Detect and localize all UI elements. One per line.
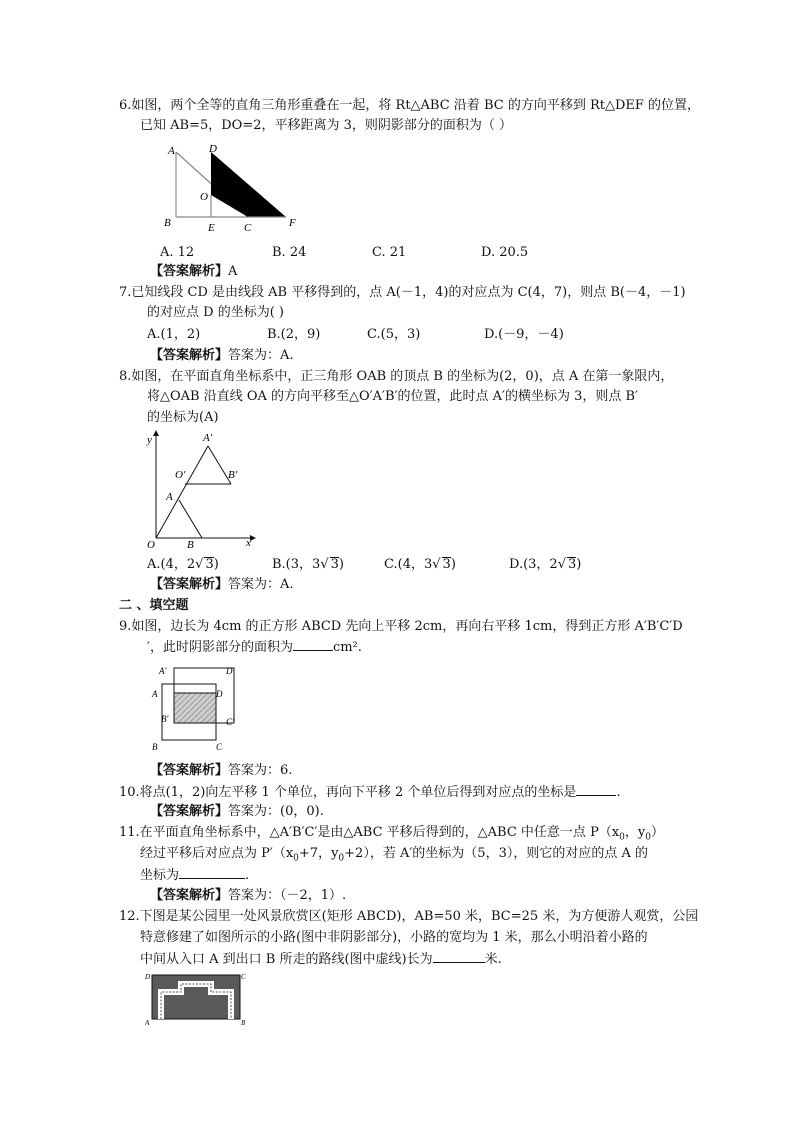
- q8-option-a-radicand: 3: [205, 557, 214, 572]
- q6-answer: [150, 263, 237, 281]
- q11-sub-4: 0: [338, 853, 345, 864]
- q6-triangle-figure: [158, 140, 308, 236]
- q8-line-3: 的坐标为(A): [147, 410, 219, 425]
- q11-sub-1: 0: [619, 832, 625, 843]
- q8-x-arrow: [250, 535, 256, 541]
- q6-option-c[interactable]: C. 21: [372, 245, 407, 260]
- q8-option-c-prefix: C.(4，3: [384, 557, 433, 572]
- q6-answer-text: A: [228, 264, 238, 279]
- q9-line-1: 9.如图，边长为 4cm 的正方形 ABCD 先向上平移 2cm，再向右平移 1cm，得到正方形 A′B′C′D: [119, 619, 683, 634]
- q6-line-1: 6.如图，两个全等的直角三角形重叠在一起，将 Rt△ABC 沿着 BC 的方向平移到 Rt△DEF 的位置，: [119, 98, 701, 113]
- q8-option-b[interactable]: B.(3，3√ 3): [272, 557, 344, 572]
- q8-option-d-suffix: ): [576, 557, 582, 572]
- q11-line-2c: +2），若 A′的坐标为（5，3），则它的对应的点 A 的: [344, 846, 648, 861]
- q8-label-x: x: [246, 537, 251, 548]
- q8-option-c[interactable]: C.(4，3√ 3): [384, 557, 456, 572]
- q7-option-b[interactable]: B.(2，9): [267, 327, 321, 342]
- q8-answer-label: 【答案解析】: [150, 577, 229, 592]
- q11-line-2a: 经过平移后对应点为 P′（x: [140, 846, 294, 861]
- q8-edge-ab: [179, 500, 202, 538]
- q10-answer-blank[interactable]: [576, 783, 616, 796]
- q10-answer-label: 【答案解析】: [150, 804, 229, 819]
- q9-label-a1: A′: [159, 666, 167, 676]
- q11-line-3: [140, 866, 249, 885]
- q8-label-o1: O′: [175, 469, 186, 481]
- q8-line-2: 将△OAB 沿直线 OA 的方向平移至△O′A′B′的位置，此时点 A′的横坐标为 3，则点 B′: [147, 389, 639, 404]
- q8-option-c-radicand: 3: [442, 557, 451, 572]
- q9-line-2: ′，此时阴影部分的面积为 cm².: [147, 640, 362, 655]
- q6-label-b: B: [164, 217, 171, 229]
- q8-coordinate-figure: [142, 428, 258, 548]
- q8-option-d-radicand: 3: [568, 557, 577, 572]
- q12-line-3-text: 中间从入口 A 到出口 B 所走的路线(图中虚线)长为: [140, 952, 433, 967]
- q6-label-a: A: [168, 145, 175, 157]
- q9-unit: cm²: [332, 640, 358, 655]
- q11-answer-text: 答案为：（－2，1）.: [228, 888, 347, 903]
- q12-line-3-end: 米.: [484, 952, 502, 967]
- q11-line-3-end: .: [245, 868, 250, 883]
- q10-line-1: [119, 783, 621, 802]
- q8-option-b-prefix: B.(3，3: [272, 557, 321, 572]
- q12-answer-blank[interactable]: [433, 950, 485, 963]
- q11-line-1b: ，y: [624, 825, 646, 840]
- section-title-fill-in: 二 、填空题: [119, 598, 189, 613]
- q11-line-2b: +7，y: [298, 846, 339, 861]
- q7-option-d[interactable]: D.(－9，－4): [484, 327, 564, 342]
- q7-answer-text: 答案为：A.: [228, 348, 294, 363]
- q8-option-a-suffix: ): [213, 557, 219, 572]
- q9-answer-text: 答案为：6.: [228, 763, 293, 778]
- q8-option-d[interactable]: D.(3，2√ 3): [509, 557, 582, 572]
- q6-label-c: C: [244, 222, 252, 234]
- q8-label-a1: A′: [203, 432, 213, 444]
- q9-answer-blank[interactable]: [293, 638, 333, 651]
- q9-label-b: B: [152, 742, 158, 752]
- q9-answer: [150, 762, 292, 780]
- q8-option-d-prefix: D.(3，2: [509, 557, 558, 572]
- q12-label-d: D: [145, 973, 151, 981]
- q12-label-c: C: [241, 973, 246, 981]
- q8-option-a[interactable]: A.(4，2√ 3): [147, 557, 219, 572]
- q7-line-2: 的对应点 D 的坐标为( ): [147, 305, 284, 320]
- q8-label-y: y: [147, 434, 152, 446]
- q12-park-figure: [145, 970, 250, 1026]
- q6-answer-label: 【答案解析】: [150, 264, 229, 279]
- q11-answer-blank[interactable]: [179, 866, 245, 879]
- q8-option-b-radicand: 3: [330, 557, 339, 572]
- q6-label-d: D: [209, 143, 217, 155]
- q8-label-b1: B′: [228, 469, 238, 481]
- q8-option-a-prefix: A.(4，2: [147, 557, 196, 572]
- q11-line-1c: ）: [650, 825, 664, 840]
- q11-line-2: [140, 845, 648, 868]
- q9-label-c1: C′: [226, 717, 234, 727]
- q8-label-a: A: [166, 491, 173, 503]
- q7-answer: [150, 347, 294, 365]
- q10-line-1-end: .: [616, 785, 621, 800]
- q11-line-1a: 11.在平面直角坐标系中，△A′B′C′是由△ABC 平移后得到的，△ABC 中任意一点 P（x: [119, 825, 620, 840]
- q11-sub-2: 0: [645, 832, 651, 843]
- q9-label-b1: B′: [161, 714, 169, 724]
- q6-label-f: F: [289, 217, 296, 229]
- q6-line-2: 已知 AB=5，DO=2，平移距离为 3，则阴影部分的面积为（ ）: [140, 118, 513, 133]
- q8-label-o: O: [147, 539, 155, 548]
- q6-option-b[interactable]: B. 24: [272, 245, 307, 260]
- q12-label-b: B: [241, 1019, 246, 1026]
- q12-line-2: 特意修建了如图所示的小路(图中非阴影部分)，小路的宽均为 1 米，那么小明沿着小路的: [140, 930, 648, 945]
- q8-y-arrow: [153, 430, 159, 436]
- q10-line-1-text: 10.将点(1，2)向左平移 1 个单位，再向下平移 2 个单位后得到对应点的坐标是: [119, 785, 577, 800]
- q9-label-c: C: [216, 742, 223, 752]
- q7-option-a[interactable]: A.(1，2): [147, 327, 201, 342]
- q11-sub-3: 0: [293, 853, 299, 864]
- q10-answer: [150, 803, 324, 821]
- q8-label-b: B: [187, 539, 194, 548]
- q6-option-a[interactable]: A. 12: [160, 245, 195, 260]
- q8-answer: [150, 576, 294, 594]
- q12-line-1: 12.下图是某公园里一处风景欣赏区(矩形 ABCD)，AB=50 米，BC=25 米，为方便游人观赏，公园: [119, 909, 699, 924]
- q8-line-1: 8.如图，在平面直角坐标系中，正三角形 OAB 的顶点 B 的坐标为(2，0)，点 A 在第一象限内，: [119, 369, 674, 384]
- q9-label-d: D: [216, 689, 223, 699]
- q6-option-d[interactable]: D. 20.5: [481, 245, 529, 260]
- q11-line-3-text: 坐标为: [140, 868, 180, 883]
- q12-label-a: A: [145, 1019, 150, 1026]
- q11-answer-label: 【答案解析】: [150, 888, 229, 903]
- q8-line-oa: [156, 446, 208, 538]
- q8-option-b-suffix: ): [338, 557, 344, 572]
- q6-label-e: E: [208, 222, 215, 234]
- q9-shaded-region: [174, 693, 216, 723]
- q9-label-a: A: [152, 689, 158, 699]
- q7-answer-label: 【答案解析】: [150, 348, 229, 363]
- q7-option-c[interactable]: C.(5，3): [367, 327, 421, 342]
- q9-square-figure: [148, 662, 244, 754]
- q12-line-3: [140, 950, 502, 969]
- q9-line-2-text: ′，此时阴影部分的面积为: [147, 640, 293, 655]
- q7-line-1: 7.已知线段 CD 是由线段 AB 平移得到的，点 A(－1，4)的对应点为 C(4，7)，则点 B(－4，－1): [119, 285, 686, 300]
- q6-label-o: O: [200, 191, 208, 203]
- q9-label-d1: D′: [226, 666, 235, 676]
- q11-answer: [150, 887, 346, 905]
- q10-answer-text: 答案为：(0，0).: [228, 804, 324, 819]
- q8-option-c-suffix: ): [450, 557, 456, 572]
- q6-shaded-region: [211, 152, 286, 217]
- q8-answer-text: 答案为：A.: [228, 577, 294, 592]
- q9-answer-label: 【答案解析】: [150, 763, 229, 778]
- q11-line-1: [119, 824, 664, 847]
